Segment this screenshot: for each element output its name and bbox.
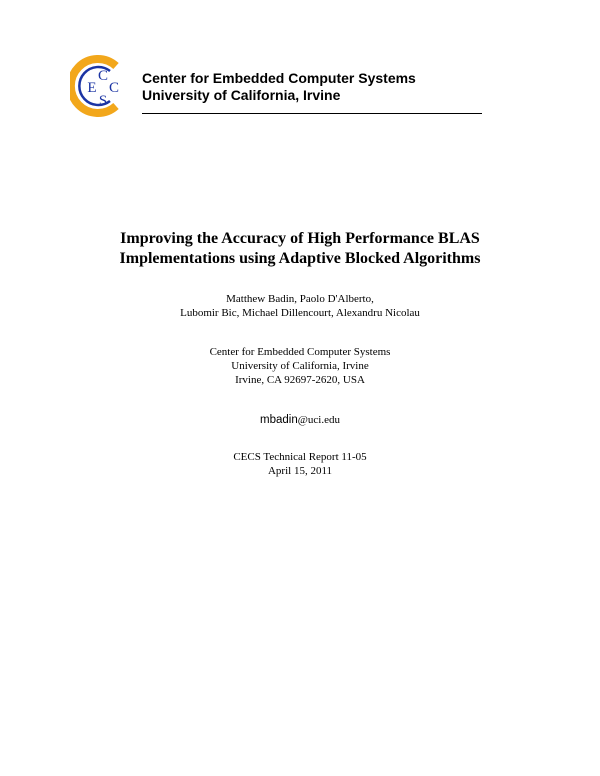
logo-letter-s: S [98, 93, 108, 109]
title-line-1: Improving the Accuracy of High Performance BLAS [120, 230, 480, 247]
affiliation-line-2: University of California, Irvine [231, 360, 369, 372]
organization-header [142, 70, 416, 104]
author-list [0, 292, 600, 320]
email-user: mbadin [260, 414, 298, 426]
affiliation [0, 345, 600, 387]
authors-line-2: Lubomir Bic, Michael Dillencourt, Alexandru Nicolau [180, 307, 420, 319]
logo-letter-c2: C [108, 80, 120, 96]
logo-letter-c1: C [97, 68, 109, 84]
document-title [0, 229, 600, 269]
cecs-logo [70, 54, 132, 118]
report-number: CECS Technical Report 11-05 [233, 451, 367, 463]
org-name: Center for Embedded Computer Systems [142, 70, 416, 86]
report-info [0, 450, 600, 478]
report-date: April 15, 2011 [267, 465, 333, 477]
logo-letter-e: E [87, 80, 97, 96]
contact-email [0, 413, 600, 427]
email-domain: @uci.edu [297, 414, 340, 426]
title-line-2: Implementations using Adaptive Blocked Algorithms [119, 250, 481, 267]
header-rule [142, 113, 482, 114]
affiliation-line-1: Center for Embedded Computer Systems [209, 346, 391, 358]
authors-line-1: Matthew Badin, Paolo D'Alberto, [226, 293, 374, 305]
affiliation-line-3: Irvine, CA 92697-2620, USA [235, 374, 365, 386]
org-university: University of California, Irvine [142, 87, 341, 103]
